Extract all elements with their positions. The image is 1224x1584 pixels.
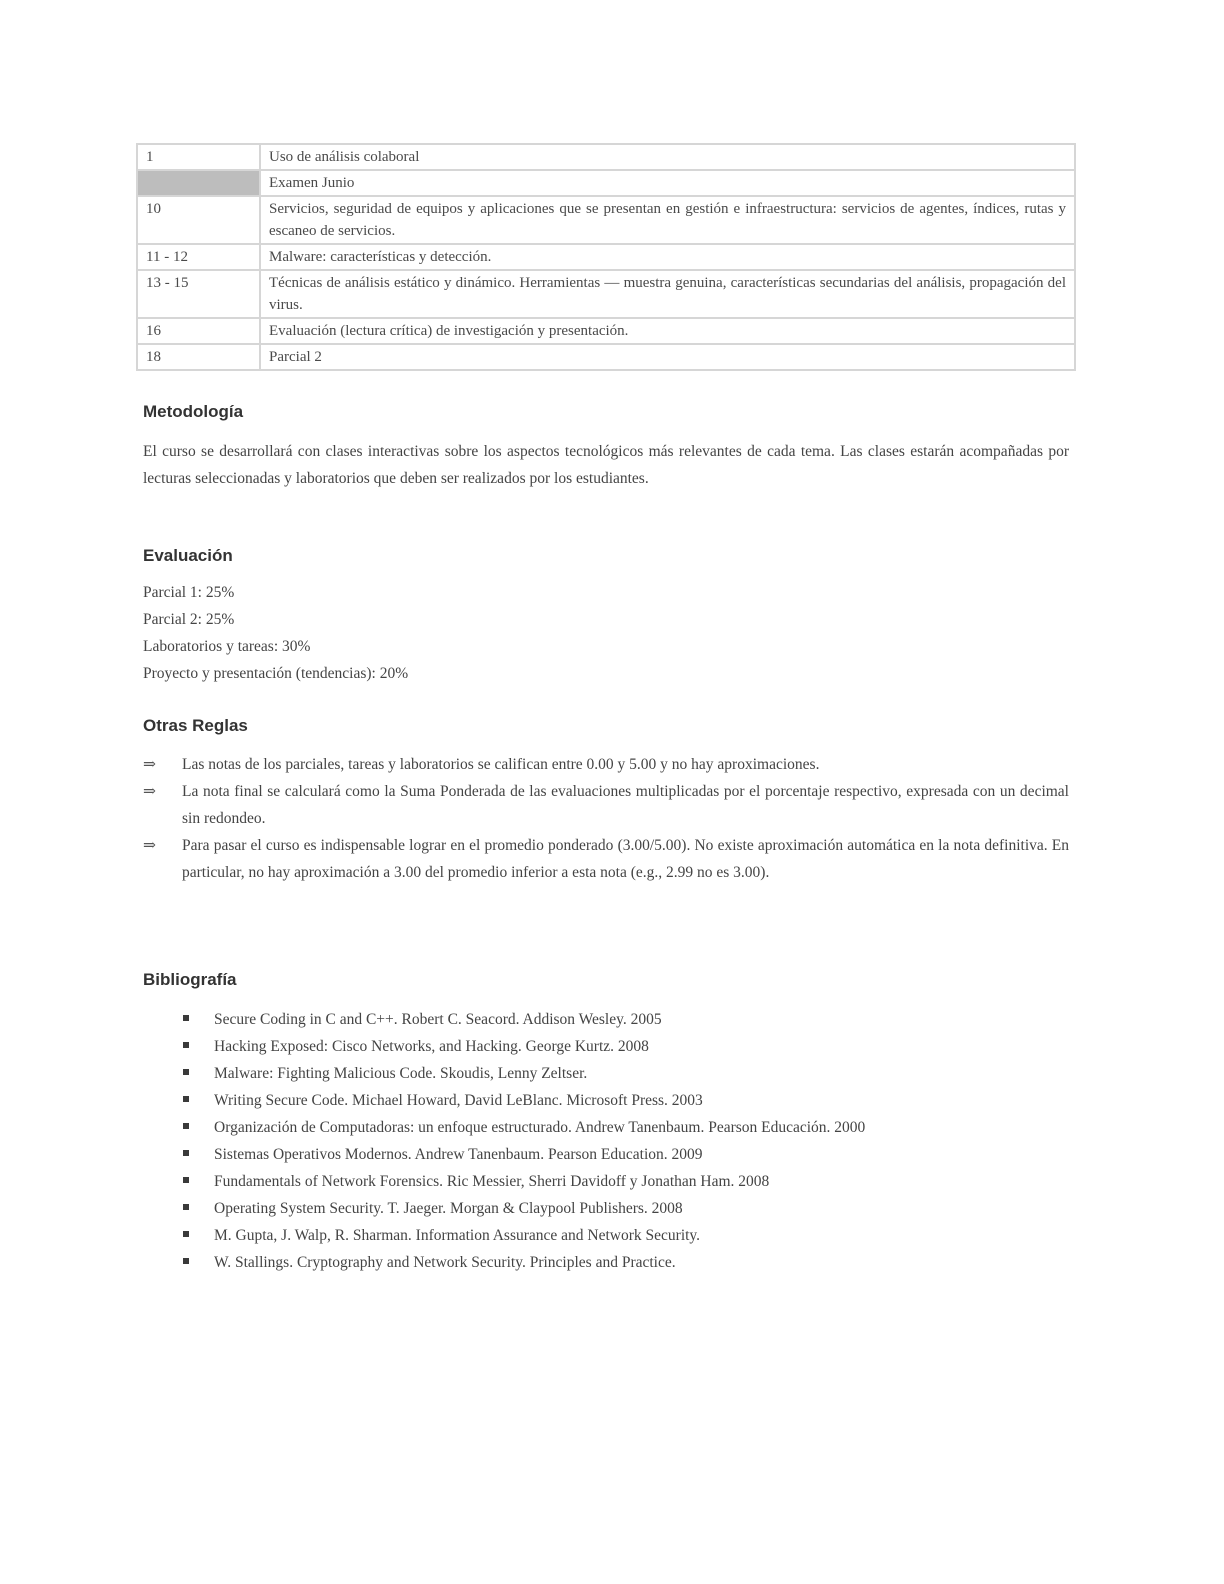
bibliography-item: [143, 1006, 1069, 1033]
arrow-icon: ⇒: [143, 837, 156, 854]
bibliography-text: Operating System Security. T. Jaeger. Morgan & Claypool Publishers. 2008: [214, 1200, 683, 1217]
schedule-table: [136, 143, 1076, 371]
bibliography-item: [143, 1141, 1069, 1168]
bullet-square-icon: [183, 1150, 189, 1156]
bibliography-text: Sistemas Operativos Modernos. Andrew Tanenbaum. Pearson Education. 2009: [214, 1146, 703, 1163]
bullet-square-icon: [183, 1177, 189, 1183]
schedule-week-cell: 16: [137, 318, 260, 344]
schedule-row: [137, 318, 1075, 344]
schedule-row: [137, 144, 1075, 170]
bibliography-item: [143, 1087, 1069, 1114]
metodologia-heading: Metodología: [143, 402, 244, 421]
schedule-topic-cell: Evaluación (lectura crítica) de investigación y presentación.: [260, 318, 1075, 344]
metodologia-section: [143, 402, 1069, 492]
bullet-square-icon: [183, 1258, 189, 1264]
bibliography-item: [143, 1033, 1069, 1060]
bullet-square-icon: [183, 1231, 189, 1237]
schedule-week-cell: [137, 170, 260, 196]
bibliografia-section: [143, 970, 1069, 1276]
bullet-square-icon: [183, 1015, 189, 1021]
schedule-topic-cell: Malware: características y detección.: [260, 244, 1075, 270]
bibliography-text: Organización de Computadoras: un enfoque estructurado. Andrew Tanenbaum. Pearson Educación. 2000: [214, 1119, 866, 1136]
bullet-square-icon: [183, 1123, 189, 1129]
evaluacion-heading: Evaluación: [143, 546, 233, 565]
reglas-list: [143, 751, 1069, 886]
schedule-row: [137, 344, 1075, 370]
schedule-row: [137, 244, 1075, 270]
rule-item: [143, 751, 1069, 778]
reglas-section: [143, 716, 1069, 886]
bibliography-item: [143, 1060, 1069, 1087]
bibliography-item: [143, 1114, 1069, 1141]
schedule-week-cell: 11 - 12: [137, 244, 260, 270]
schedule-topic-cell: Parcial 2: [260, 344, 1075, 370]
bibliography-text: Malware: Fighting Malicious Code. Skoudis, Lenny Zeltser.: [214, 1065, 588, 1082]
evaluacion-item: Proyecto y presentación (tendencias): 20%: [143, 665, 409, 682]
bibliography-item: [143, 1249, 1069, 1276]
evaluacion-section: [143, 546, 1069, 687]
rule-text: La nota final se calculará como la Suma Ponderada de las evaluaciones multiplicadas por el porcentaje respectivo, expresada con un decimal sin redondeo.: [182, 783, 1069, 827]
bibliography-text: Writing Secure Code. Michael Howard, David LeBlanc. Microsoft Press. 2003: [214, 1092, 703, 1109]
bibliography-text: Hacking Exposed: Cisco Networks, and Hacking. George Kurtz. 2008: [214, 1038, 649, 1055]
bibliography-item: [143, 1195, 1069, 1222]
rule-text: Para pasar el curso es indispensable lograr en el promedio ponderado (3.00/5.00). No existe aproximación automática en la nota definitiva. En particular, no hay aproximación a 3.00 del promedio inferior a esta nota (e.g., 2.99 no es 3.00).: [182, 837, 1069, 881]
schedule-topic-cell: Servicios, seguridad de equipos y aplicaciones que se presentan en gestión e infraestructura: servicios de agentes, índices, rutas y escaneo de servicios.: [260, 196, 1075, 244]
bibliography-text: W. Stallings. Cryptography and Network Security. Principles and Practice.: [214, 1254, 676, 1271]
bibliografia-list: [143, 1006, 1069, 1276]
schedule-week-cell: 1: [137, 144, 260, 170]
bibliography-text: M. Gupta, J. Walp, R. Sharman. Information Assurance and Network Security.: [214, 1227, 701, 1244]
arrow-icon: ⇒: [143, 756, 156, 773]
bullet-square-icon: [183, 1096, 189, 1102]
arrow-icon: ⇒: [143, 783, 156, 800]
bullet-square-icon: [183, 1042, 189, 1048]
reglas-heading: Otras Reglas: [143, 716, 248, 735]
bibliography-text: Secure Coding in C and C++. Robert C. Seacord. Addison Wesley. 2005: [214, 1011, 662, 1028]
evaluacion-item: Parcial 2: 25%: [143, 611, 235, 628]
rule-item: [143, 832, 1069, 886]
bullet-square-icon: [183, 1204, 189, 1210]
evaluacion-item: Parcial 1: 25%: [143, 584, 235, 601]
schedule-week-cell: 18: [137, 344, 260, 370]
rule-item: [143, 778, 1069, 832]
schedule-week-cell: 10: [137, 196, 260, 244]
schedule-week-cell: 13 - 15: [137, 270, 260, 318]
schedule-row: [137, 270, 1075, 318]
schedule-topic-cell: Uso de análisis colaboral: [260, 144, 1075, 170]
evaluacion-list: [143, 579, 1069, 687]
bibliografia-heading: Bibliografía: [143, 970, 237, 989]
evaluacion-item: Laboratorios y tareas: 30%: [143, 638, 311, 655]
schedule-topic-cell: Técnicas de análisis estático y dinámico. Herramientas — muestra genuina, características secundarias del análisis, propagación del virus.: [260, 270, 1075, 318]
schedule-row: [137, 170, 1075, 196]
schedule-topic-cell: Examen Junio: [260, 170, 1075, 196]
bibliography-item: [143, 1222, 1069, 1249]
bibliography-text: Fundamentals of Network Forensics. Ric Messier, Sherri Davidoff y Jonathan Ham. 2008: [214, 1173, 770, 1190]
rule-text: Las notas de los parciales, tareas y laboratorios se califican entre 0.00 y 5.00 y no hay aproximaciones.: [182, 756, 820, 773]
bullet-square-icon: [183, 1069, 189, 1075]
bibliography-item: [143, 1168, 1069, 1195]
schedule-row: [137, 196, 1075, 244]
metodologia-text: El curso se desarrollará con clases interactivas sobre los aspectos tecnológicos más relevantes de cada tema. Las clases estarán acompañadas por lecturas seleccionadas y laboratorios que deben ser realizados por los estudiantes.: [143, 443, 1069, 487]
